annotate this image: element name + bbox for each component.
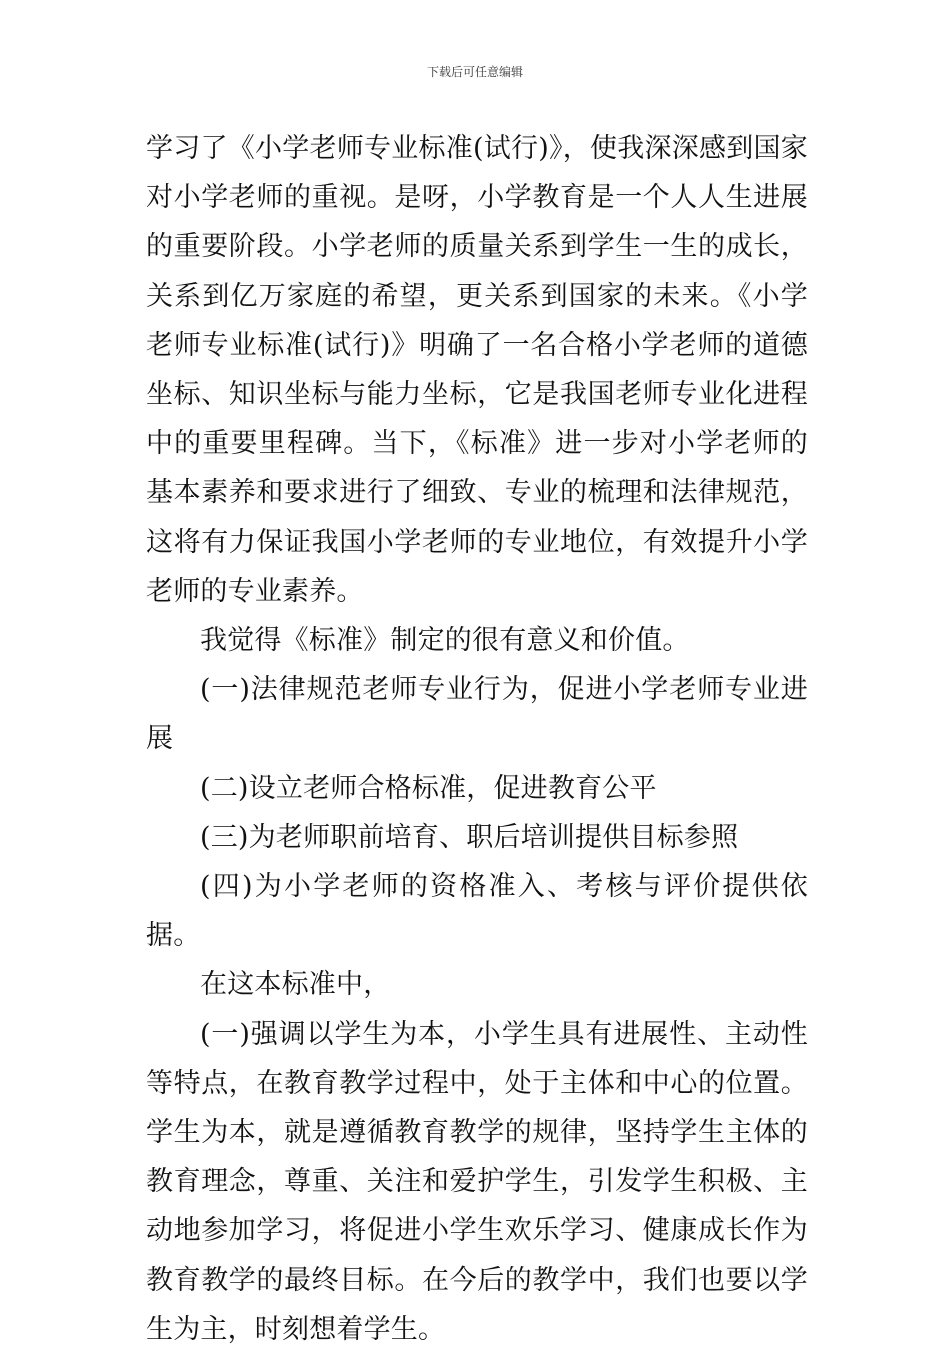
list-item-1: (一)法律规范老师专业行为，促进小学老师专业进展: [146, 674, 808, 755]
list-item-4: (四)为小学老师的资格准入、考核与评价提供依据。: [146, 871, 808, 952]
document-body: [146, 124, 808, 1354]
paragraph-opinion: 我觉得《标准》制定的很有意义和价值。: [200, 625, 690, 657]
paragraph-student-centered: (一)强调以学生为本，小学生具有进展性、主动性等特点，在教育教学过程中，处于主体和中心的位置。学生为本，就是遵循教育教学的规律，坚持学生主体的教育理念，尊重、关注和爱护学生，引发学生积极、主动地参加学习，将促进小学生欢乐学习、健康成长作为教育教学的最终目标。在今后的教学中，我们也要以学生为主，时刻想着学生。: [146, 1018, 808, 1345]
paragraph-standard-intro: 在这本标准中，: [200, 969, 391, 1001]
page-header-note: 下载后可任意编辑: [426, 65, 523, 79]
list-item-2: (二)设立老师合格标准，促进教育公平: [200, 772, 657, 804]
list-item-3: (三)为老师职前培育、职后培训提供目标参照: [200, 821, 739, 853]
paragraph-intro: 学习了《小学老师专业标准(试行)》，使我深深感到国家对小学老师的重视。是呀，小学教育是一个人人生进展的重要阶段。小学老师的质量关系到学生一生的成长，关系到亿万家庭的希望，更关系到国家的未来。《小学老师专业标准(试行)》明确了一名合格小学老师的道德坐标、知识坐标与能力坐标，它是我国老师专业化进程中的重要里程碑。当下，《标准》进一步对小学老师的基本素养和要求进行了细致、专业的梳理和法律规范，这将有力保证我国小学老师的专业地位，有效提升小学老师的专业素养。: [146, 133, 808, 607]
